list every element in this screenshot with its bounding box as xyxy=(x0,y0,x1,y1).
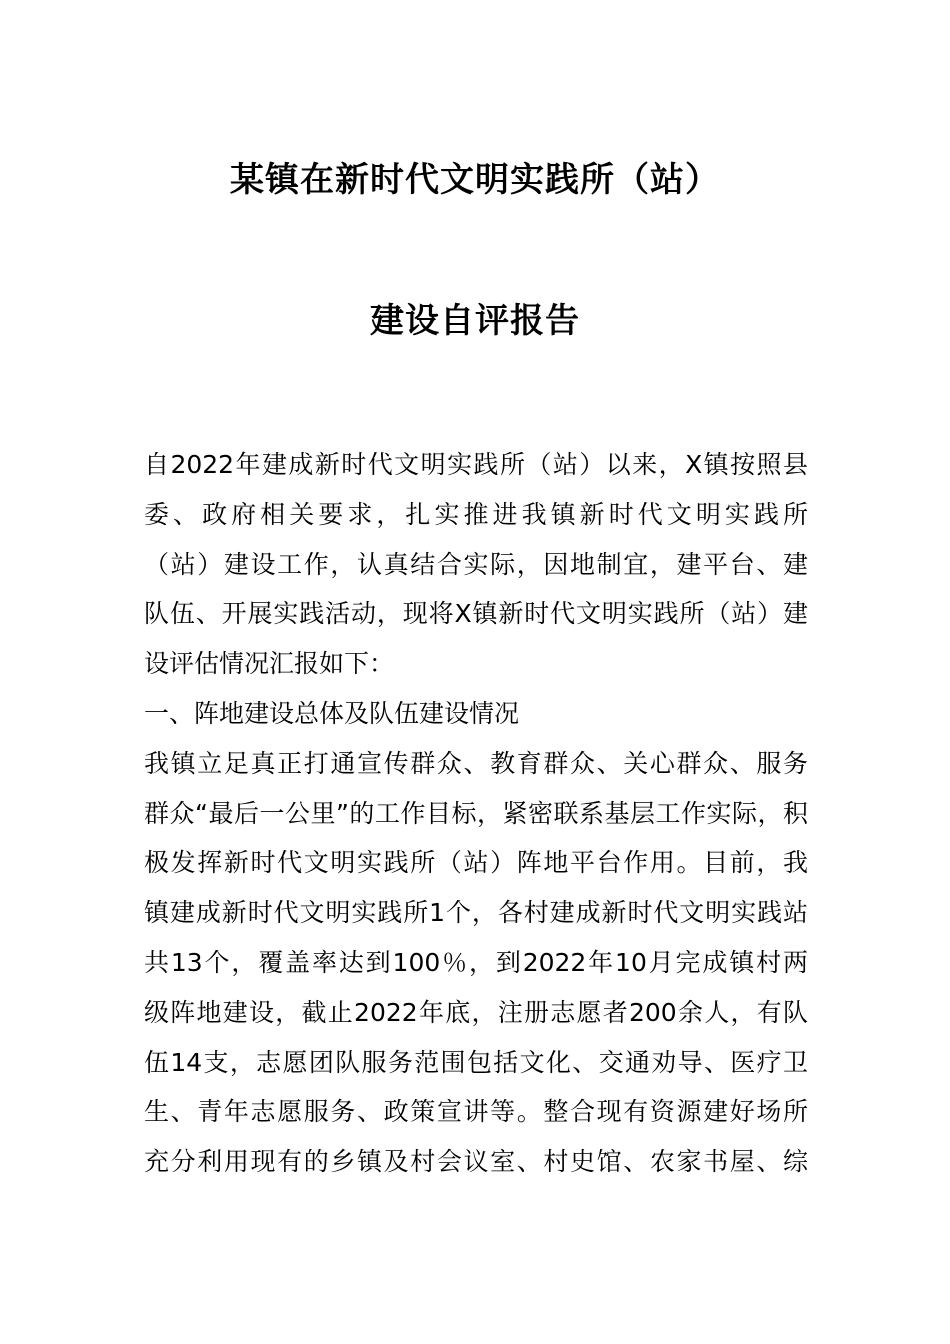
body-line: 队伍、开展实践活动，现将X镇新时代文明实践所（站）建 xyxy=(144,599,808,629)
document-title-line-1: 某镇在新时代文明实践所（站） xyxy=(230,160,720,200)
document-body xyxy=(144,440,808,1187)
body-line: 我镇立足真正打通宣传群众、教育群众、关心群众、服务 xyxy=(144,748,808,778)
body-line: 生、青年志愿服务、政策宣讲等。整合现有资源建好场所 xyxy=(144,1097,808,1127)
body-line: 充分利用现有的乡镇及村会议室、村史馆、农家书屋、综 xyxy=(144,1147,808,1177)
body-line: 共13个，覆盖率达到100％，到2022年10月完成镇村两 xyxy=(144,947,808,977)
body-line: （站）建设工作，认真结合实际，因地制宜，建平台、建 xyxy=(144,549,808,579)
document-title-line-2: 建设自评报告 xyxy=(370,301,580,341)
body-line: 镇建成新时代文明实践所1个，各村建成新时代文明实践站 xyxy=(144,898,808,928)
body-line: 自2022年建成新时代文明实践所（站）以来，X镇按照县 xyxy=(144,450,808,479)
body-line: 伍14支，志愿团队服务范围包括文化、交通劝导、医疗卫 xyxy=(144,1047,808,1077)
section-heading: 一、阵地建设总体及队伍建设情况 xyxy=(144,698,520,728)
body-line: 极发挥新时代文明实践所（站）阵地平台作用。目前，我 xyxy=(144,848,808,878)
body-line: 级阵地建设，截止2022年底，注册志愿者200余人，有队 xyxy=(144,997,808,1027)
body-line: 群众“最后一公里”的工作目标，紧密联系基层工作实际，积 xyxy=(144,798,808,828)
body-line: 委、政府相关要求，扎实推进我镇新时代文明实践所 xyxy=(144,499,808,529)
body-line: 设评估情况汇报如下： xyxy=(144,649,395,679)
